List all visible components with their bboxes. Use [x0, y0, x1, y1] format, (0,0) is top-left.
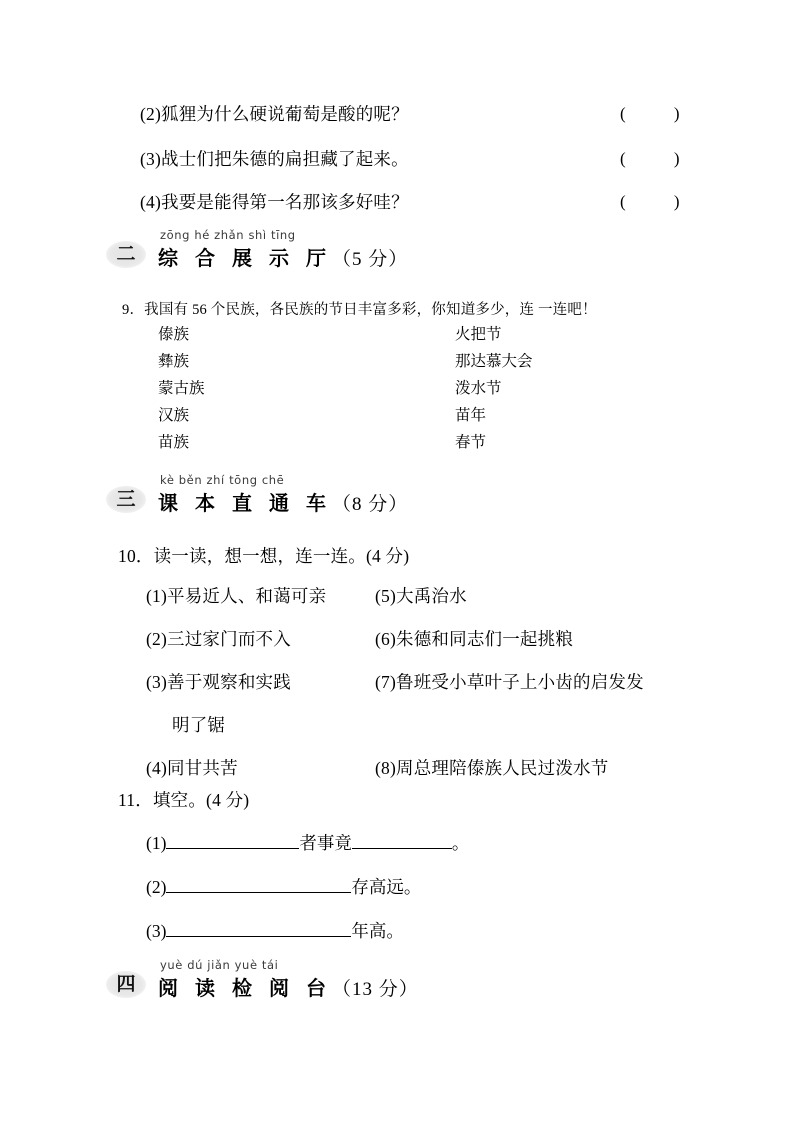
match-right-item[interactable]: 苗年 [455, 407, 487, 424]
section-pinyin: yuè dú jiǎn yuè tái [160, 958, 279, 972]
fill-blank-row [146, 920, 404, 942]
fill-number: (1) [146, 833, 167, 853]
q10-right-item[interactable] [375, 671, 644, 693]
section-badge-number: 四 [116, 973, 136, 995]
section-badge-number: 二 [116, 243, 136, 265]
answer-blank[interactable] [352, 832, 452, 849]
fill-mid-text: 年高。 [351, 921, 404, 941]
question-line [140, 191, 409, 213]
section-badge [106, 486, 146, 513]
q10-left-text: 平易近人、和蔼可亲 [167, 586, 327, 606]
section-title-text: 课 本 直 通 车 [158, 493, 332, 515]
fill-number: (2) [146, 877, 167, 897]
question11-prompt [118, 789, 249, 811]
match-right-item[interactable]: 那达慕大会 [455, 353, 533, 370]
question9-number: 9． [122, 302, 145, 318]
q10-left-item[interactable] [146, 585, 326, 607]
match-right-item[interactable]: 泼水节 [455, 380, 502, 397]
q10-left-text: 同甘共苦 [167, 758, 238, 778]
fill-tail-text: 。 [451, 833, 470, 853]
answer-parentheses[interactable]: ( ) [620, 149, 702, 168]
q10-right-text: 朱德和同志们一起挑粮 [396, 629, 574, 649]
answer-parentheses[interactable]: ( ) [620, 192, 702, 211]
q10-right-number: (7) [375, 672, 397, 692]
section-badge [106, 241, 146, 268]
question-number: (4) [140, 192, 162, 212]
match-left-item[interactable]: 蒙古族 [158, 380, 205, 397]
match-left-item[interactable]: 彝族 [158, 353, 190, 370]
question10-text: 读一读，想一想，连一连。(4 分) [153, 546, 410, 566]
section-title-text: 阅 读 检 阅 台 [158, 978, 332, 1000]
q10-right-item[interactable] [375, 585, 467, 607]
fill-number: (3) [146, 921, 167, 941]
section-pinyin: zōng hé zhǎn shì tīng [160, 228, 296, 242]
q10-left-item[interactable] [146, 757, 238, 779]
question9-prompt [122, 299, 597, 321]
section-title [158, 242, 408, 271]
fill-blank-row [146, 876, 421, 898]
match-right-item[interactable]: 火把节 [455, 326, 502, 343]
q10-right-item[interactable] [375, 628, 573, 650]
fill-mid-text: 者事竟 [299, 833, 352, 853]
section-pinyin: kè běn zhí tōng chē [160, 473, 285, 487]
question-text: 战士们把朱德的扁担藏了起来。 [161, 149, 409, 169]
q10-left-number: (4) [146, 758, 168, 778]
match-right-item[interactable]: 春节 [455, 434, 487, 451]
q10-left-item[interactable] [146, 671, 291, 693]
section-title-text: 综 合 展 示 厅 [158, 248, 332, 270]
question11-number: 11． [118, 790, 153, 810]
q10-right-text: 大禹治水 [396, 586, 467, 606]
question-text: 狐狸为什么硬说葡萄是酸的呢？ [161, 104, 409, 124]
q10-right-text: 周总理陪傣族人民过泼水节 [396, 758, 609, 778]
section-badge-number: 三 [116, 488, 136, 510]
section-score: （8 分） [332, 494, 409, 515]
question-text: 我要是能得第一名那该多好哇？ [161, 192, 409, 212]
question-number: (3) [140, 149, 162, 169]
answer-parentheses[interactable]: ( ) [620, 104, 702, 123]
question-line [140, 103, 409, 125]
question10-number: 10． [118, 546, 154, 566]
section-badge [106, 971, 146, 998]
section-title [158, 972, 419, 1001]
match-left-item[interactable]: 汉族 [158, 407, 190, 424]
q10-right-item-continuation: 明了锯 [172, 715, 226, 735]
question11-text: 填空。(4 分) [152, 790, 250, 810]
section-score: （5 分） [332, 249, 409, 270]
section-title [158, 487, 408, 516]
q10-left-text: 三过家门而不入 [167, 629, 291, 649]
q10-left-number: (3) [146, 672, 168, 692]
match-left-item[interactable]: 苗族 [158, 434, 190, 451]
q10-left-item[interactable] [146, 628, 291, 650]
question10-prompt [118, 545, 409, 567]
q10-right-number: (8) [375, 758, 397, 778]
question-number: (2) [140, 104, 162, 124]
q10-left-text: 善于观察和实践 [167, 672, 291, 692]
q10-right-number: (5) [375, 586, 397, 606]
question9-text: 我国有 56 个民族，各民族的节日丰富多彩，你知道多少，连 一连吧！ [144, 302, 597, 318]
q10-left-number: (2) [146, 629, 168, 649]
answer-blank[interactable] [166, 876, 351, 893]
fill-blank-row [146, 832, 469, 854]
fill-mid-text: 存高远。 [351, 877, 422, 897]
q10-left-number: (1) [146, 586, 168, 606]
q10-right-text: 鲁班受小草叶子上小齿的启发发 [396, 672, 644, 692]
section-score: （13 分） [332, 979, 419, 1000]
answer-blank[interactable] [166, 920, 351, 937]
question-line [140, 148, 409, 170]
match-left-item[interactable]: 傣族 [158, 326, 190, 343]
q10-right-number: (6) [375, 629, 397, 649]
q10-right-item[interactable] [375, 757, 608, 779]
answer-blank[interactable] [166, 832, 299, 849]
